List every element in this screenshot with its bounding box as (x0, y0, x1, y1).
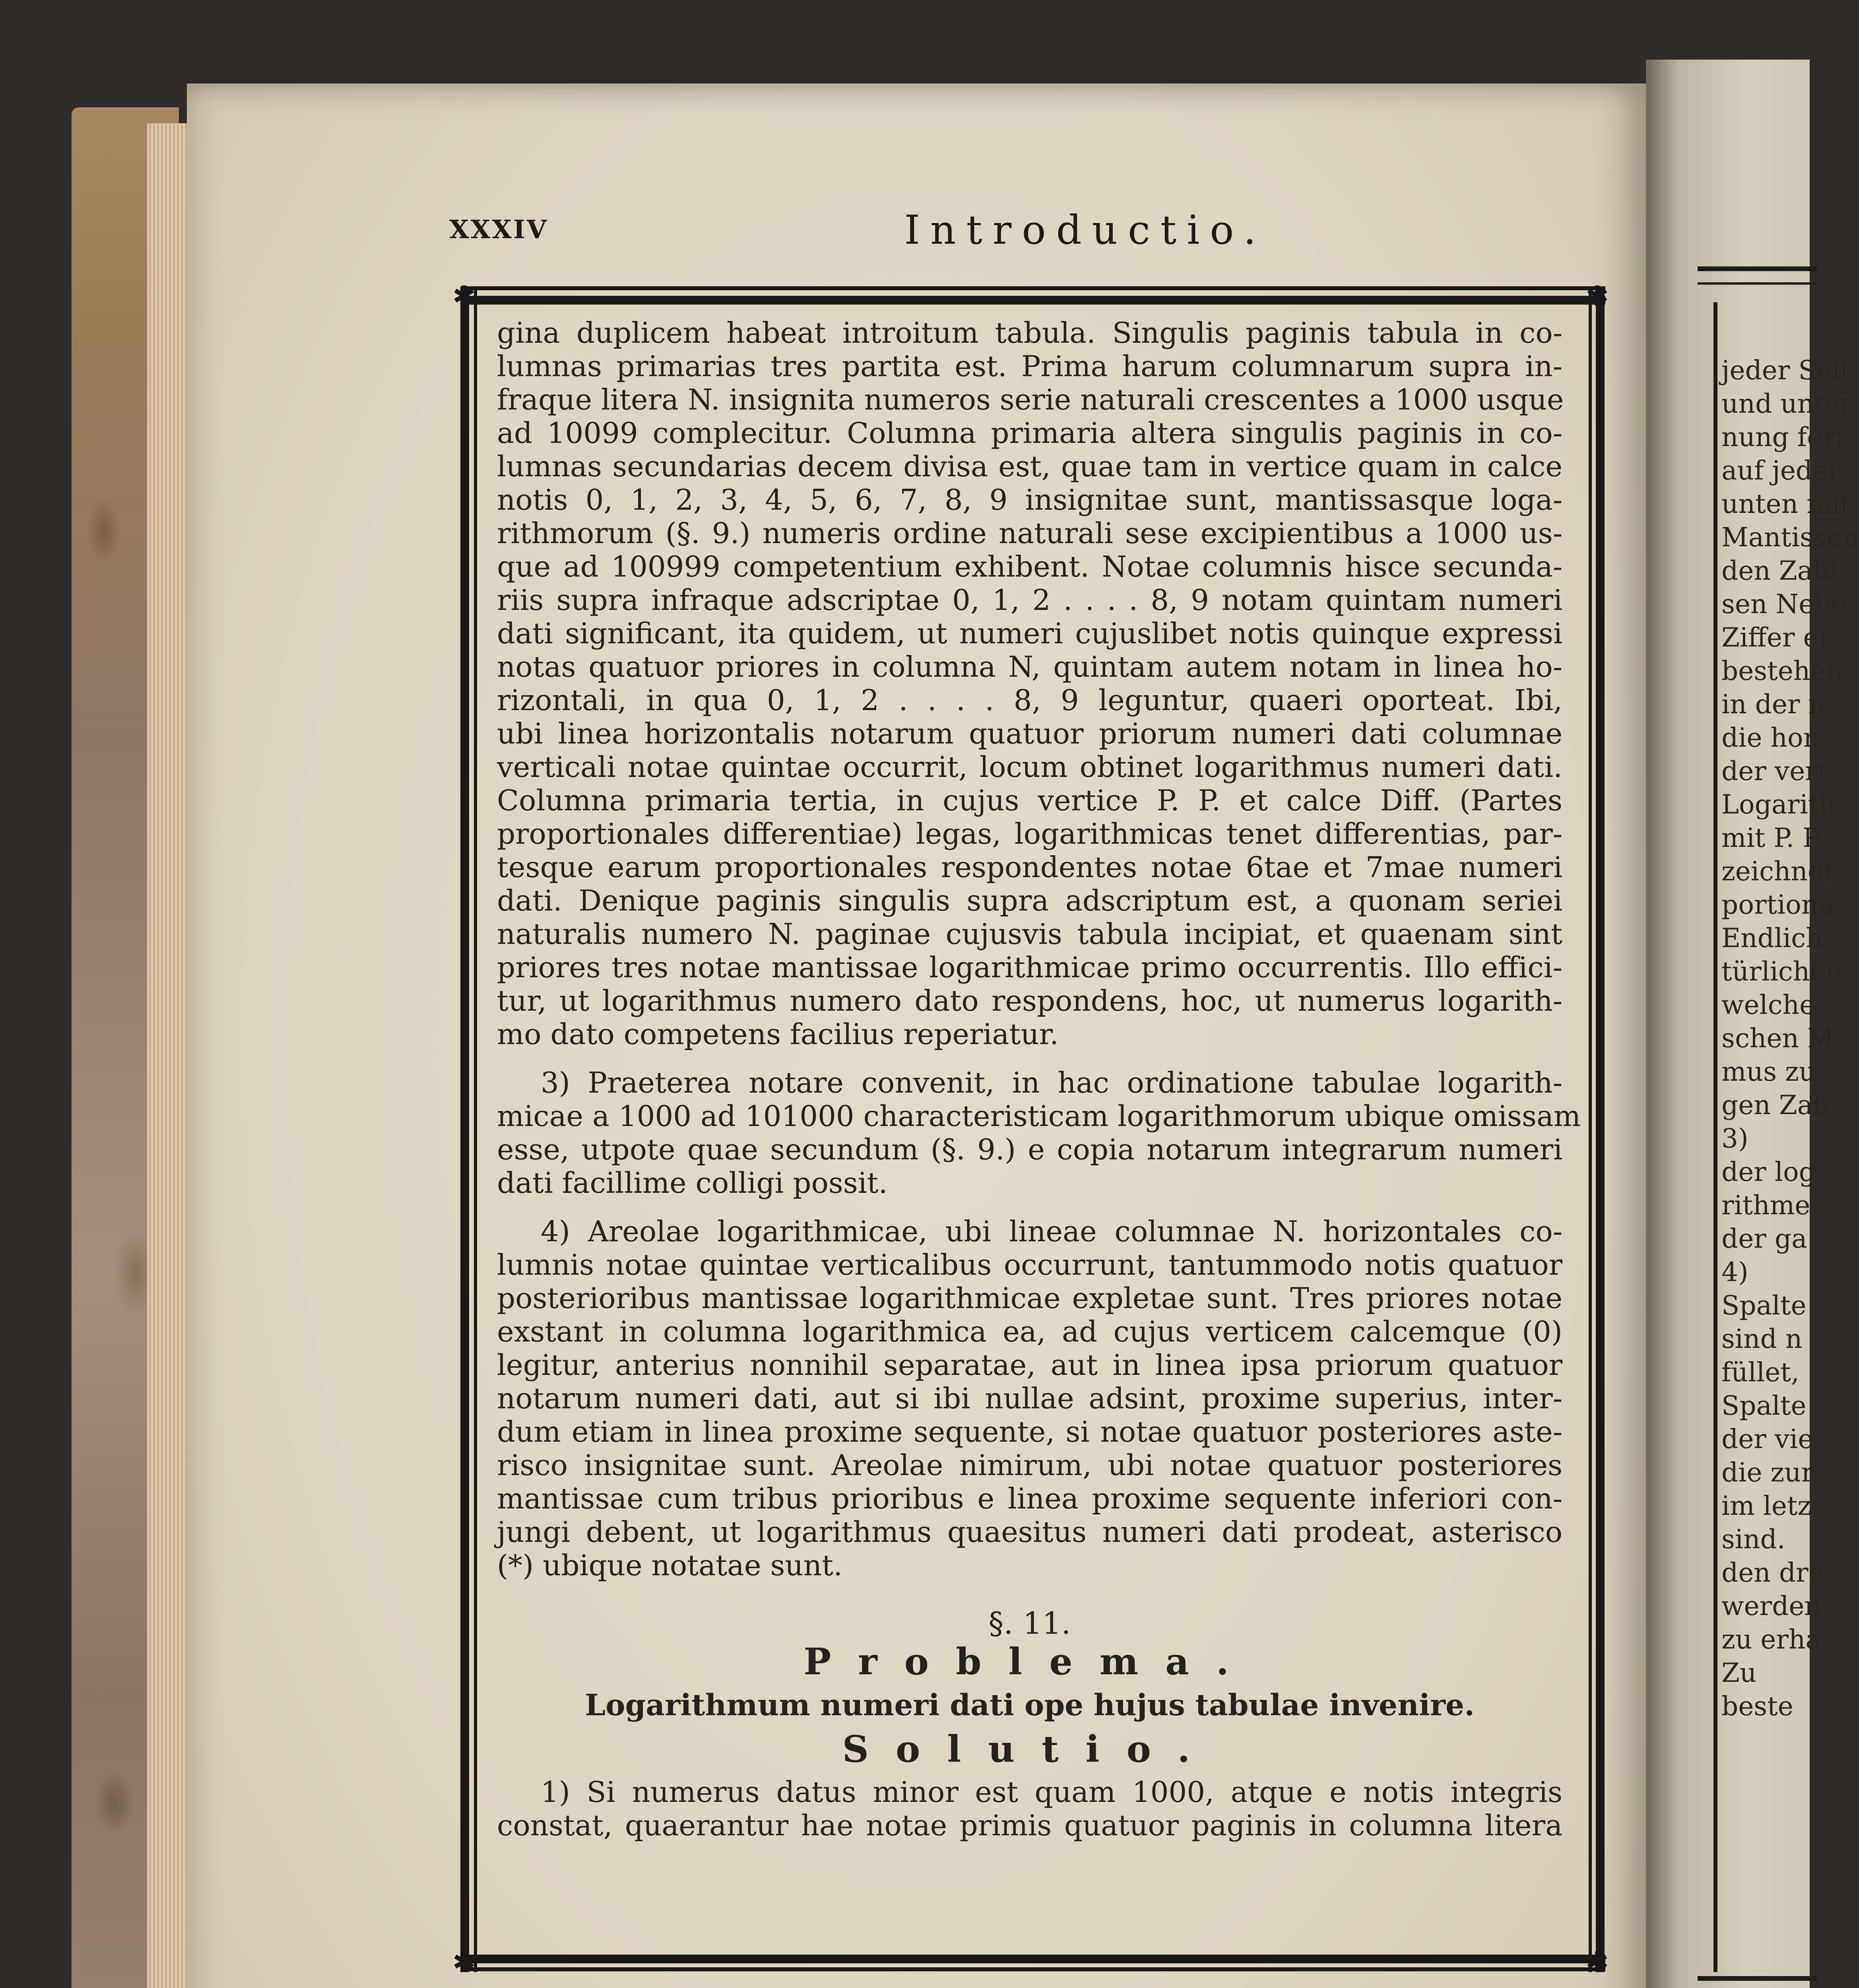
text-line: lumnas primarias tres partita est. Prima harum columnarum supra in- (497, 349, 1562, 383)
facing-line: beste (1721, 1691, 1793, 1722)
text-line: fraque litera N. insignita numeros serie naturali crescentes a 1000 usque (497, 383, 1564, 416)
text-line: rizontali, in qua 0, 1, 2 . . . . 8, 9 leguntur, quaeri oporteat. Ibi, (497, 683, 1562, 717)
facing-line: und unter (1721, 388, 1853, 419)
frame-bottom-rule (460, 1967, 1605, 1971)
facing-line: den Zahl (1721, 555, 1838, 586)
text-line: dati. Denique paginis singulis supra adscriptum est, a quonam seriei (497, 884, 1562, 917)
facing-line: zu erha (1721, 1624, 1821, 1655)
page-content (497, 316, 1581, 1842)
facing-line: sind n (1721, 1324, 1803, 1354)
facing-line: nung fort (1721, 422, 1846, 452)
facing-line: bestehen (1721, 656, 1843, 686)
text-line: legitur, anterius nonnihil separatae, aut in linea ipsa priorum quatuor (497, 1348, 1562, 1382)
facing-line: rithme (1721, 1190, 1810, 1221)
text-line: micae a 1000 ad 101000 characteristicam logarithmorum ubique omissam (497, 1099, 1581, 1133)
text-line: risco insignitae sunt. Areolae nimirum, ubi notae quatuor posteriores (497, 1448, 1562, 1482)
facing-page-rule-bottom (1698, 1976, 1817, 1981)
facing-line: Spalte (1721, 1390, 1807, 1421)
text-line: tesque earum proportionales respondentes notae 6tae et 7mae numeri (497, 850, 1562, 884)
facing-line: im letz (1721, 1491, 1812, 1521)
text-line: ubi linea horizontalis notarum quatuor priorum numeri dati columnae (497, 717, 1562, 750)
paragraph-solution (497, 1775, 1562, 1842)
facing-line: jeder Seit (1721, 355, 1851, 386)
corner-ornament-top-right: ✱ (1585, 280, 1609, 313)
facing-line: Ziffer ei (1721, 622, 1827, 653)
paragraph-areolae (497, 1215, 1562, 1582)
text-line: ad 10099 complecitur. Columna primaria altera singulis paginis in co- (497, 416, 1562, 450)
text-line: 3) Praeterea notare convenit, in hac ordinatione tabulae logarith- (541, 1066, 1562, 1099)
frame-top-rule-thick (460, 296, 1605, 305)
text-line: gina duplicem habeat introitum tabula. Singulis paginis tabula in co- (497, 316, 1562, 349)
text-line: notas quatuor priores in columna N, quintam autem notam in linea ho- (497, 650, 1562, 683)
facing-page-text (1721, 354, 1859, 1723)
facing-line: der vie (1721, 1424, 1814, 1454)
frame-left-rule-thin (474, 286, 477, 1972)
frame-bottom-rule-thick (460, 1955, 1605, 1963)
facing-line: der vert (1721, 756, 1828, 786)
frame-left-rule (460, 286, 469, 1972)
facing-line: der log (1721, 1157, 1816, 1187)
facing-line: 3) (1721, 1123, 1748, 1154)
running-title: Introductio. (904, 207, 1267, 253)
text-line: jungi debent, ut logarithmus quaesitus numeri dati prodeat, asterisco (497, 1515, 1562, 1549)
paragraph-table-description (497, 316, 1562, 1051)
text-line: verticali notae quintae occurrit, locum obtinet logarithmus numeri dati. (497, 750, 1562, 784)
text-line: Columna primaria tertia, in cujus vertice P. P. et calce Diff. (Partes (497, 784, 1562, 817)
facing-line: unten mit (1721, 489, 1851, 519)
facing-page (1646, 60, 1859, 1988)
problem-heading: Problema. (803, 1640, 1256, 1683)
facing-line: türlichen (1721, 956, 1842, 987)
text-line: 4) Areolae logarithmicae, ubi lineae columnae N. horizontales co- (541, 1215, 1562, 1248)
corner-ornament-top-left: ✱ (452, 280, 476, 313)
text-line: dum etiam in linea proxime sequente, si notae quatuor posteriores aste- (497, 1415, 1562, 1448)
text-line: (*) ubique notatae sunt. (497, 1549, 842, 1582)
text-line: notarum numeri dati, aut si ibi nullae adsint, proxime superius, inter- (497, 1382, 1562, 1415)
facing-line: werden (1721, 1591, 1821, 1621)
facing-line: in der n (1721, 689, 1825, 720)
facing-page-border (1713, 302, 1717, 1972)
facing-line: der ga (1721, 1223, 1807, 1254)
text-line: posterioribus mantissae logarithmicae expletae sunt. Tres priores notae (497, 1281, 1562, 1315)
text-line: exstant in columna logarithmica ea, ad cujus verticem calcemque (0) (497, 1315, 1562, 1348)
frame-right-rule-thin (1589, 286, 1592, 1972)
solution-heading: Solutio. (842, 1728, 1217, 1771)
text-line: constat, quaerantur hae notae primis quatuor paginis in columna litera (497, 1809, 1562, 1842)
facing-line: 4) (1721, 1257, 1748, 1287)
facing-line: Logarith (1721, 789, 1836, 820)
corner-ornament-bottom-right: ✱ (1585, 1946, 1609, 1978)
facing-page-rule-top (1698, 266, 1817, 271)
frame-top-rule (460, 286, 1605, 290)
page-number: XXXIV (449, 215, 548, 245)
text-line: que ad 100999 competentium exhibent. Notae columnis hisce secunda- (497, 550, 1562, 583)
text-line: riis supra infraque adscriptae 0, 1, 2 . . . . 8, 9 notam quintam numeri (497, 583, 1562, 617)
facing-line: portiona (1721, 889, 1834, 920)
text-line: esse, utpote quae secundum (§. 9.) e copia notarum integrarum numeri (497, 1133, 1562, 1166)
facing-line: Endlich (1721, 923, 1823, 953)
paragraph-characteristic (497, 1066, 1581, 1200)
text-line: lumnis notae quintae verticalibus occurrunt, tantummodo notis quatuor (497, 1248, 1562, 1281)
text-line: proportionales differentiae) legas, logarithmicas tenet differentias, par- (497, 817, 1562, 850)
facing-line: mit P. P (1721, 823, 1820, 853)
facing-line: schen M (1721, 1023, 1834, 1054)
text-line: 1) Si numerus datus minor est quam 1000, atque e notis integris (541, 1775, 1562, 1809)
section-number: §. 11. (988, 1606, 1071, 1641)
facing-line: füllet, (1721, 1357, 1799, 1388)
facing-line: sind. (1721, 1524, 1785, 1555)
page-header (449, 207, 1638, 262)
text-line: dati facillime colligi possit. (497, 1166, 888, 1200)
facing-line: gen Zah (1721, 1090, 1830, 1120)
facing-line: Mantissen (1721, 522, 1859, 553)
text-line: mantissae cum tribus prioribus e linea proxime sequente inferiori con- (497, 1482, 1562, 1515)
facing-line: welche (1721, 990, 1815, 1020)
facing-line: zeichnet (1721, 856, 1834, 887)
corner-ornament-bottom-left: ✱ (452, 1946, 476, 1978)
text-line: rithmorum (§. 9.) numeris ordine naturali sese excipientibus a 1000 us- (497, 516, 1562, 550)
facing-line: den dre (1721, 1557, 1824, 1588)
text-line: tur, ut logarithmus numero dato respondens, hoc, ut numerus logarith- (497, 984, 1562, 1017)
text-line: lumnas secundarias decem divisa est, quae tam in vertice quam in calce (497, 450, 1562, 483)
text-line: mo dato competens facilius reperiatur. (497, 1017, 1059, 1051)
facing-line: die hor (1721, 722, 1816, 753)
facing-line: auf jeder (1721, 455, 1841, 486)
frame-right-rule (1596, 286, 1605, 1972)
text-line: notis 0, 1, 2, 3, 4, 5, 6, 7, 8, 9 insignitae sunt, mantissasque loga- (497, 483, 1562, 516)
facing-line: Spalte (1721, 1290, 1807, 1321)
text-line: dati significant, ita quidem, ut numeri cujuslibet notis quinque expressi (497, 617, 1562, 650)
facing-line: die zur (1721, 1457, 1814, 1488)
facing-line: Zu (1721, 1658, 1757, 1688)
facing-line: mus zu (1721, 1056, 1816, 1087)
facing-line: sen Nebe (1721, 589, 1847, 619)
facing-page-rule-top-thin (1698, 282, 1817, 285)
text-line: naturalis numero N. paginae cujusvis tabula incipiat, et quaenam sint (497, 917, 1562, 951)
problem-statement: Logarithmum numeri dati ope hujus tabulae invenire. (585, 1688, 1475, 1722)
text-line: priores tres notae mantissae logarithmicae primo occurrentis. Illo effici- (497, 951, 1562, 984)
